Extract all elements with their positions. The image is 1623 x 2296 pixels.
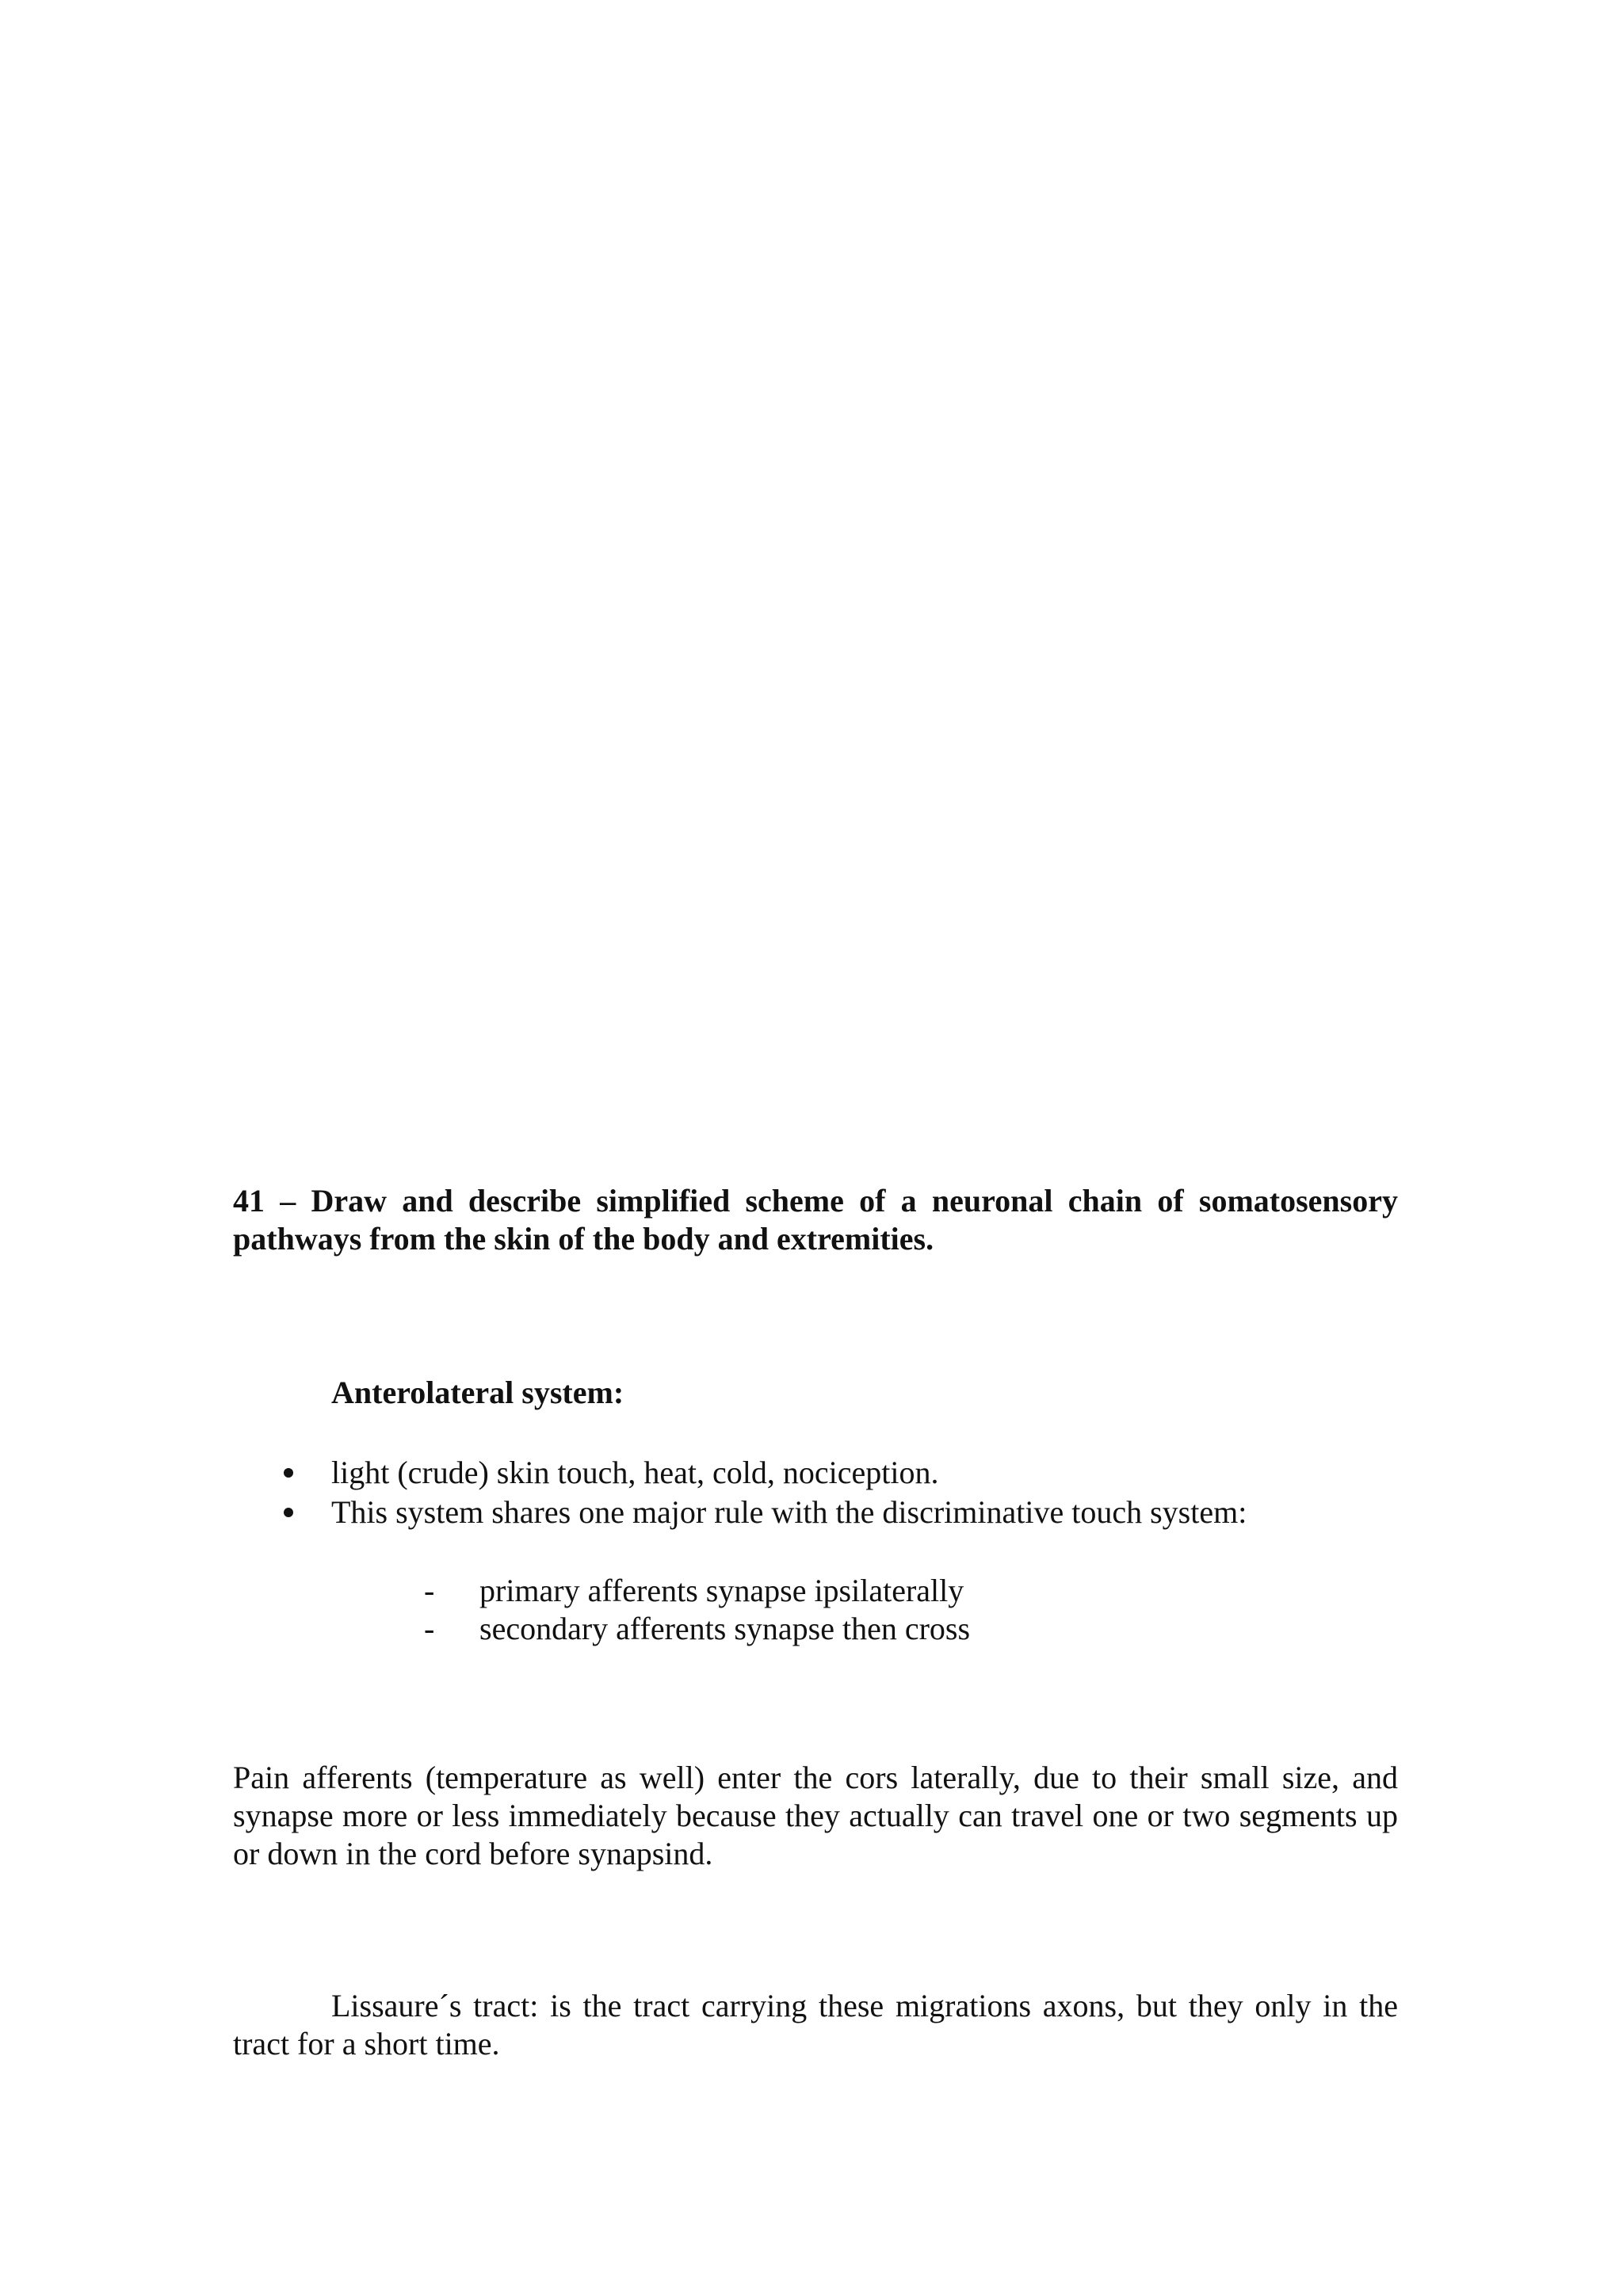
- dash-item: [424, 1610, 1375, 1648]
- bullet-text: light (crude) skin touch, heat, cold, nociception.: [331, 1455, 939, 1490]
- dash-text: secondary afferents synapse then cross: [479, 1611, 971, 1646]
- question-heading: 41 – Draw and describe simplified scheme of a neuronal chain of somatosensory pathways from the skin of the body and extremities.: [233, 1183, 1398, 1257]
- dash-text: primary afferents synapse ipsilaterally: [479, 1573, 964, 1608]
- bullet-icon: [284, 1468, 293, 1478]
- bullet-item: [233, 1493, 1422, 1532]
- dash-list: [424, 1572, 1375, 1648]
- bullet-list: [233, 1453, 1422, 1532]
- paragraph-pain-afferents: Pain afferents (temperature as well) enter the cors laterally, due to their small size, and synapse more or less immediately because they actually can travel one or two segments up or down in the cord before synapsind.: [233, 1760, 1398, 1871]
- bullet-text: This system shares one major rule with the discriminative touch system:: [331, 1494, 1247, 1530]
- bullet-item: [233, 1453, 1422, 1493]
- section-title: Anterolateral system:: [331, 1375, 624, 1410]
- dash-icon: -: [424, 1573, 435, 1608]
- paragraph-lissauer-tract: Lissaure´s tract: is the tract carrying these migrations axons, but they only in the tract for a short time.: [233, 1988, 1398, 2061]
- dash-item: [424, 1572, 1375, 1610]
- bullet-icon: [284, 1508, 293, 1517]
- dash-icon: -: [424, 1611, 435, 1646]
